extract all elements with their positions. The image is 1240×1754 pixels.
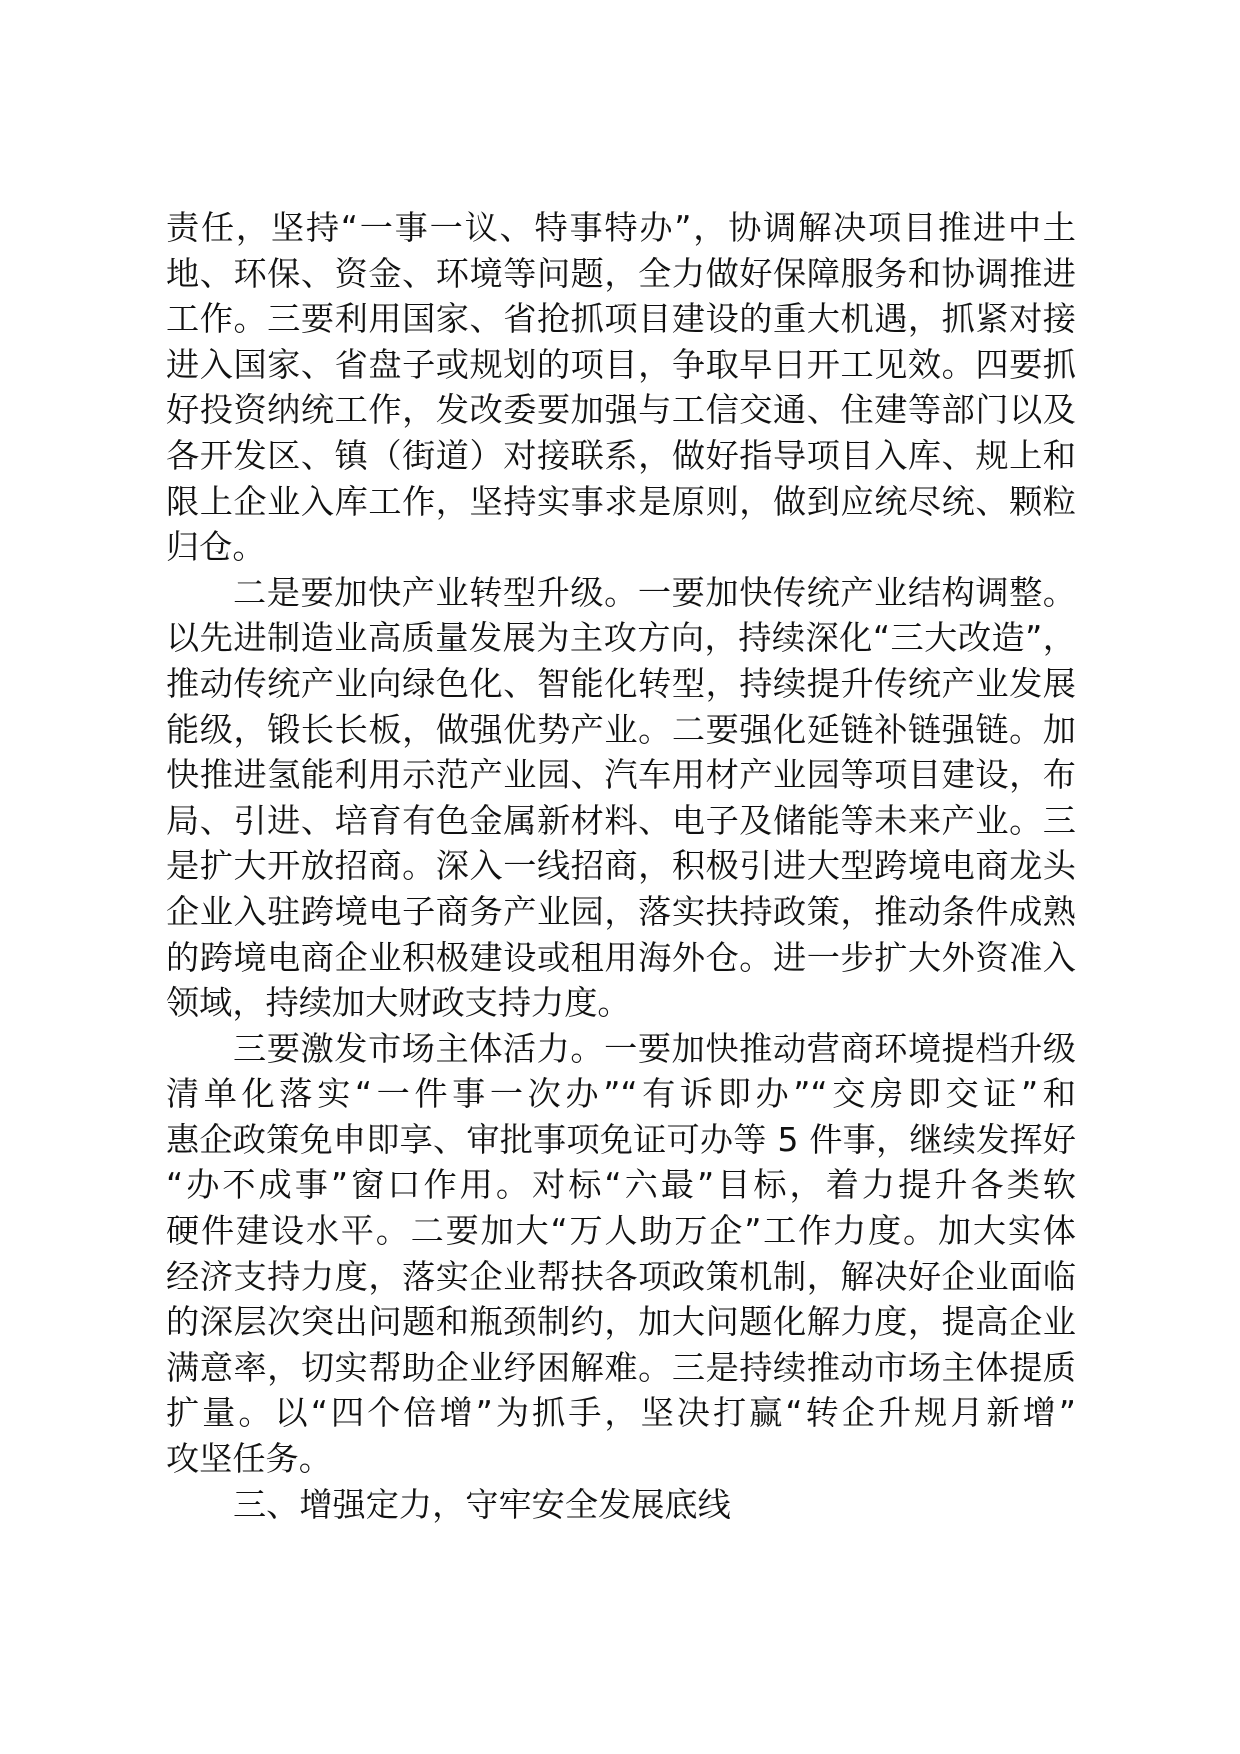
text-line: 地、环保、资金、环境等问题，全力做好保障服务和协调推进 bbox=[166, 253, 1076, 293]
document-body bbox=[166, 205, 1076, 1527]
paragraph-first-line: 三要激发市场主体活力。一要加快推动营商环境提档升级 bbox=[233, 1028, 1076, 1068]
text-line: 以先进制造业高质量发展为主攻方向，持续深化“三大改造”， bbox=[166, 618, 1076, 658]
text-line: 局、引进、培育有色金属新材料、电子及储能等未来产业。三 bbox=[166, 800, 1076, 840]
text-line: 攻坚任务。 bbox=[166, 1439, 332, 1479]
text-line: 能级，锻长长板，做强优势产业。二要强化延链补链强链。加 bbox=[166, 709, 1076, 749]
text-line: “办不成事”窗口作用。对标“六最”目标，着力提升各类软 bbox=[166, 1165, 1076, 1205]
text-line: 经济支持力度，落实企业帮扶各项政策机制，解决好企业面临 bbox=[166, 1256, 1076, 1296]
text-line: 工作。三要利用国家、省抢抓项目建设的重大机遇，抓紧对接 bbox=[166, 299, 1076, 339]
paragraph-first-line: 二是要加快产业转型升级。一要加快传统产业结构调整。 bbox=[233, 572, 1076, 612]
text-line: 责任，坚持“一事一议、特事特办”，协调解决项目推进中土 bbox=[166, 208, 1076, 247]
text-line: 企业入驻跨境电子商务产业园，落实扶持政策，推动条件成熟 bbox=[166, 891, 1076, 931]
text-line: 清单化落实“一件事一次办”“有诉即办”“交房即交证”和 bbox=[166, 1074, 1076, 1114]
text-line: 限上企业入库工作，坚持实事求是原则，做到应统尽统、颗粒 bbox=[166, 481, 1076, 521]
text-line: 进入国家、省盘子或规划的项目，争取早日开工见效。四要抓 bbox=[166, 344, 1076, 384]
text-line: 的跨境电商企业积极建设或租用海外仓。进一步扩大外资准入 bbox=[166, 937, 1076, 977]
text-line: 快推进氢能利用示范产业园、汽车用材产业园等项目建设，布 bbox=[166, 755, 1076, 795]
text-line: 满意率，切实帮助企业纾困解难。三是持续推动市场主体提质 bbox=[166, 1347, 1076, 1387]
text-line: 的深层次突出问题和瓶颈制约，加大问题化解力度，提高企业 bbox=[166, 1302, 1076, 1342]
text-line: 好投资纳统工作，发改委要加强与工信交通、住建等部门以及 bbox=[166, 390, 1076, 430]
text-line: 是扩大开放招商。深入一线招商，积极引进大型跨境电商龙头 bbox=[166, 846, 1076, 886]
text-line: 各开发区、镇（街道）对接联系，做好指导项目入库、规上和 bbox=[166, 435, 1076, 475]
text-line: 硬件建设水平。二要加大“万人助万企”工作力度。加大实体 bbox=[166, 1211, 1076, 1251]
section-heading: 三、增强定力，守牢安全发展底线 bbox=[233, 1484, 731, 1524]
text-line: 扩量。以“四个倍增”为抓手，坚决打赢“转企升规月新增” bbox=[166, 1393, 1076, 1433]
text-line: 归仓。 bbox=[166, 527, 266, 567]
text-line: 推动传统产业向绿色化、智能化转型，持续提升传统产业发展 bbox=[166, 663, 1076, 703]
text-line: 惠企政策免申即享、审批事项免证可办等 5 件事，继续发挥好 bbox=[166, 1119, 1076, 1159]
text-line: 领域，持续加大财政支持力度。 bbox=[166, 983, 631, 1023]
